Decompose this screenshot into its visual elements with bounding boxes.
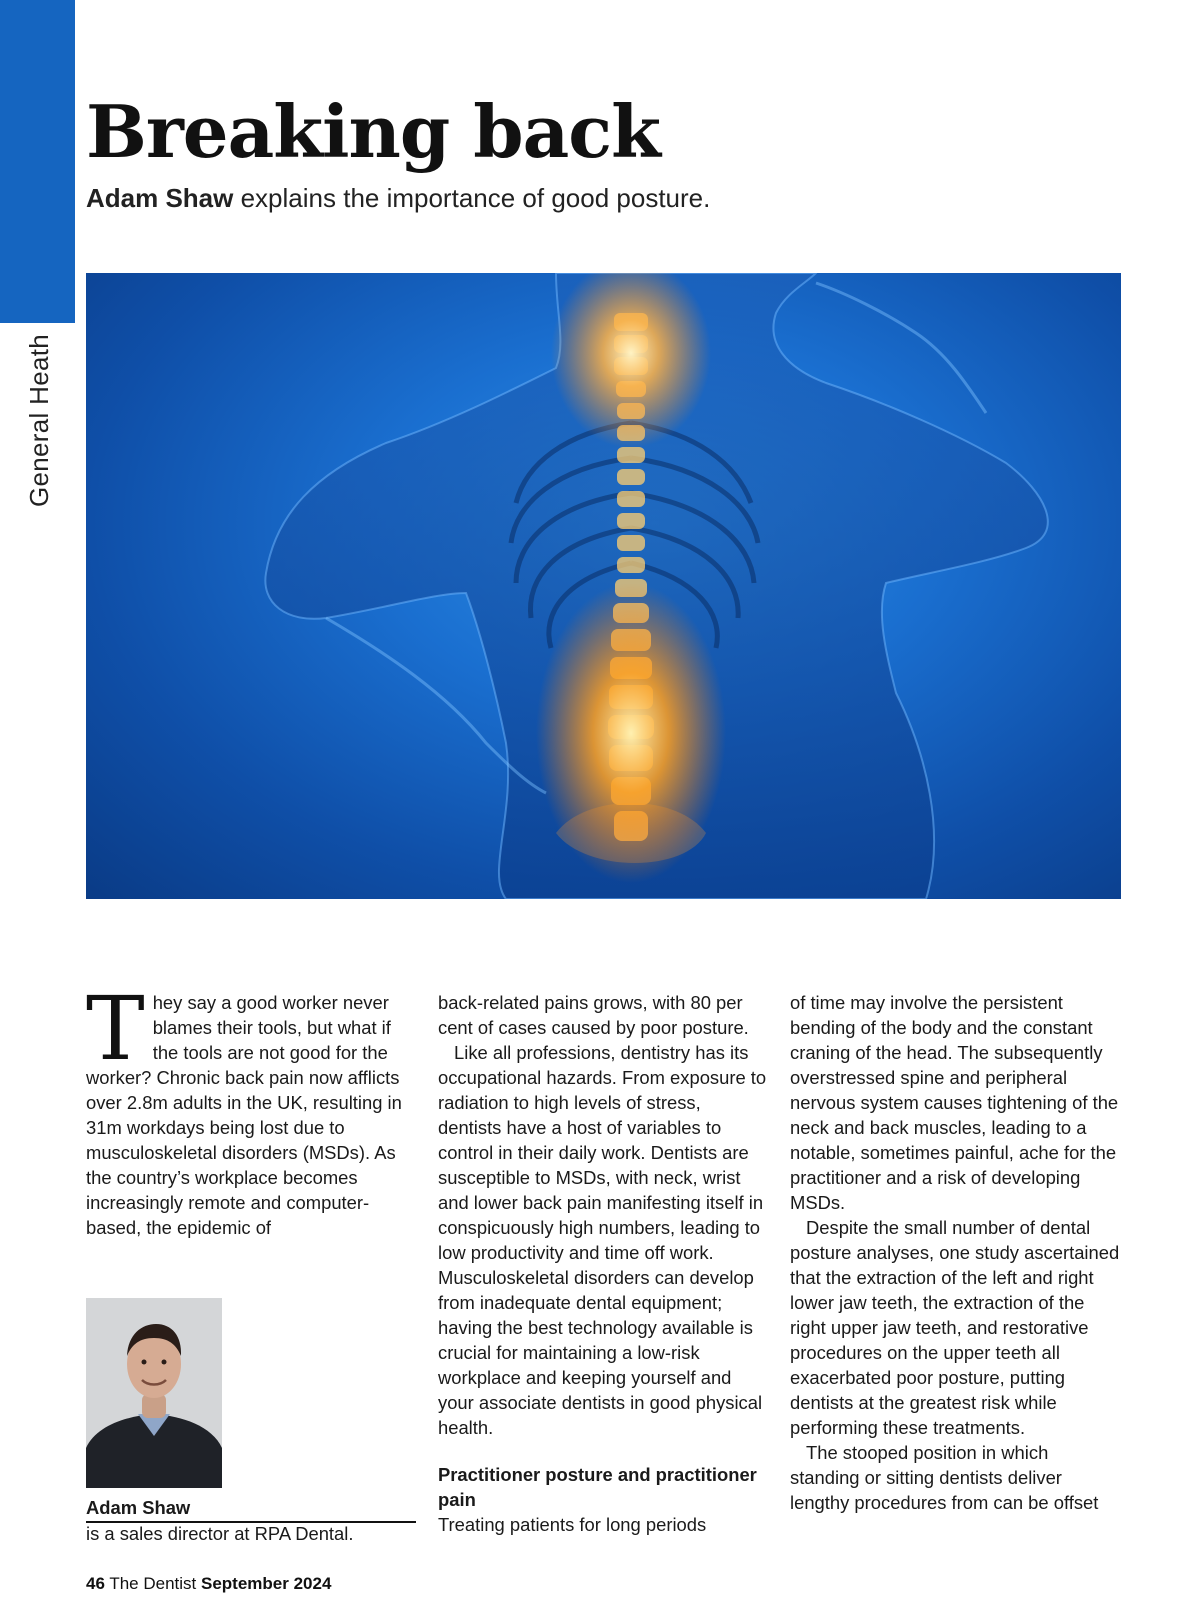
page-footer bbox=[86, 1572, 331, 1596]
publication-name: The Dentist bbox=[104, 1574, 201, 1593]
col1-paragraph-1: hey say a good worker never blames their tools, but what if the tools are not good for the worker? Chronic back pain now afflicts over 2.8m adults in the UK, resulting in 31m workdays being lost due to musculoskeletal disorders (MSDs). As the country’s workplace becomes increasingly remote and computer-based, the epidemic of bbox=[86, 992, 402, 1238]
author-portrait-icon bbox=[86, 1298, 222, 1488]
col3-paragraph-2: Despite the small number of dental posture analyses, one study ascertained that the extraction of the left and right lower jaw teeth, the extraction of the right upper jaw teeth, and restorative procedures on the upper teeth all exacerbated poor posture, putting dentists at the greatest risk while performing these treatments. bbox=[790, 1217, 1120, 1438]
article-standfirst bbox=[86, 180, 710, 216]
col3-paragraph-1: of time may involve the persistent bending of the body and the constant craning of the head. The subsequently overstressed spine and peripheral nervous system causes tightening of the neck and back muscles, leading to a notable, sometimes painful, ache for the practitioner and a risk of developing MSDs. bbox=[790, 992, 1119, 1213]
issue-date: September 2024 bbox=[201, 1574, 332, 1593]
standfirst-author: Adam Shaw bbox=[86, 183, 234, 213]
article-title: Breaking back bbox=[86, 89, 660, 174]
article-column-1 bbox=[86, 977, 404, 1240]
col2-paragraph-2: Like all professions, dentistry has its occupational hazards. From exposure to radiation to high levels of stress, dentists have a host of variables to control in their daily work. Dentists are susceptible to MSDs, with neck, wrist and lower back pain manifesting itself in conspicuously high numbers, leading to low productivity and time off work. Musculoskeletal disorders can develop from inadequate dental equipment; having the best technology available is crucial for maintaining a low-risk workplace and keeping yourself and your associate dentists in good physical health. bbox=[438, 1042, 767, 1438]
standfirst-text: explains the importance of good posture. bbox=[233, 183, 711, 213]
skeleton-back-pain-illustration bbox=[86, 273, 1121, 899]
author-name: Adam Shaw bbox=[86, 1496, 416, 1523]
article-column-2 bbox=[438, 990, 768, 1537]
page-number: 46 bbox=[86, 1574, 105, 1593]
section-color-bar bbox=[0, 0, 75, 323]
section-label bbox=[14, 333, 64, 507]
drop-cap: T bbox=[86, 977, 145, 1080]
author-photo bbox=[86, 1298, 222, 1488]
col2-subheading: Practitioner posture and practitioner pain bbox=[438, 1464, 757, 1510]
author-bio: is a sales director at RPA Dental. bbox=[86, 1523, 354, 1544]
col2-paragraph-3: Treating patients for long periods bbox=[438, 1514, 707, 1535]
section-label-text: General Heath bbox=[23, 333, 54, 507]
col3-paragraph-3: The stooped position in which standing or sitting dentists deliver lengthy procedures from can be offset bbox=[790, 1442, 1099, 1513]
col2-paragraph-1: back-related pains grows, with 80 per cent of cases caused by poor posture. bbox=[438, 992, 749, 1038]
article-column-3 bbox=[790, 990, 1120, 1515]
hero-image bbox=[86, 273, 1121, 899]
